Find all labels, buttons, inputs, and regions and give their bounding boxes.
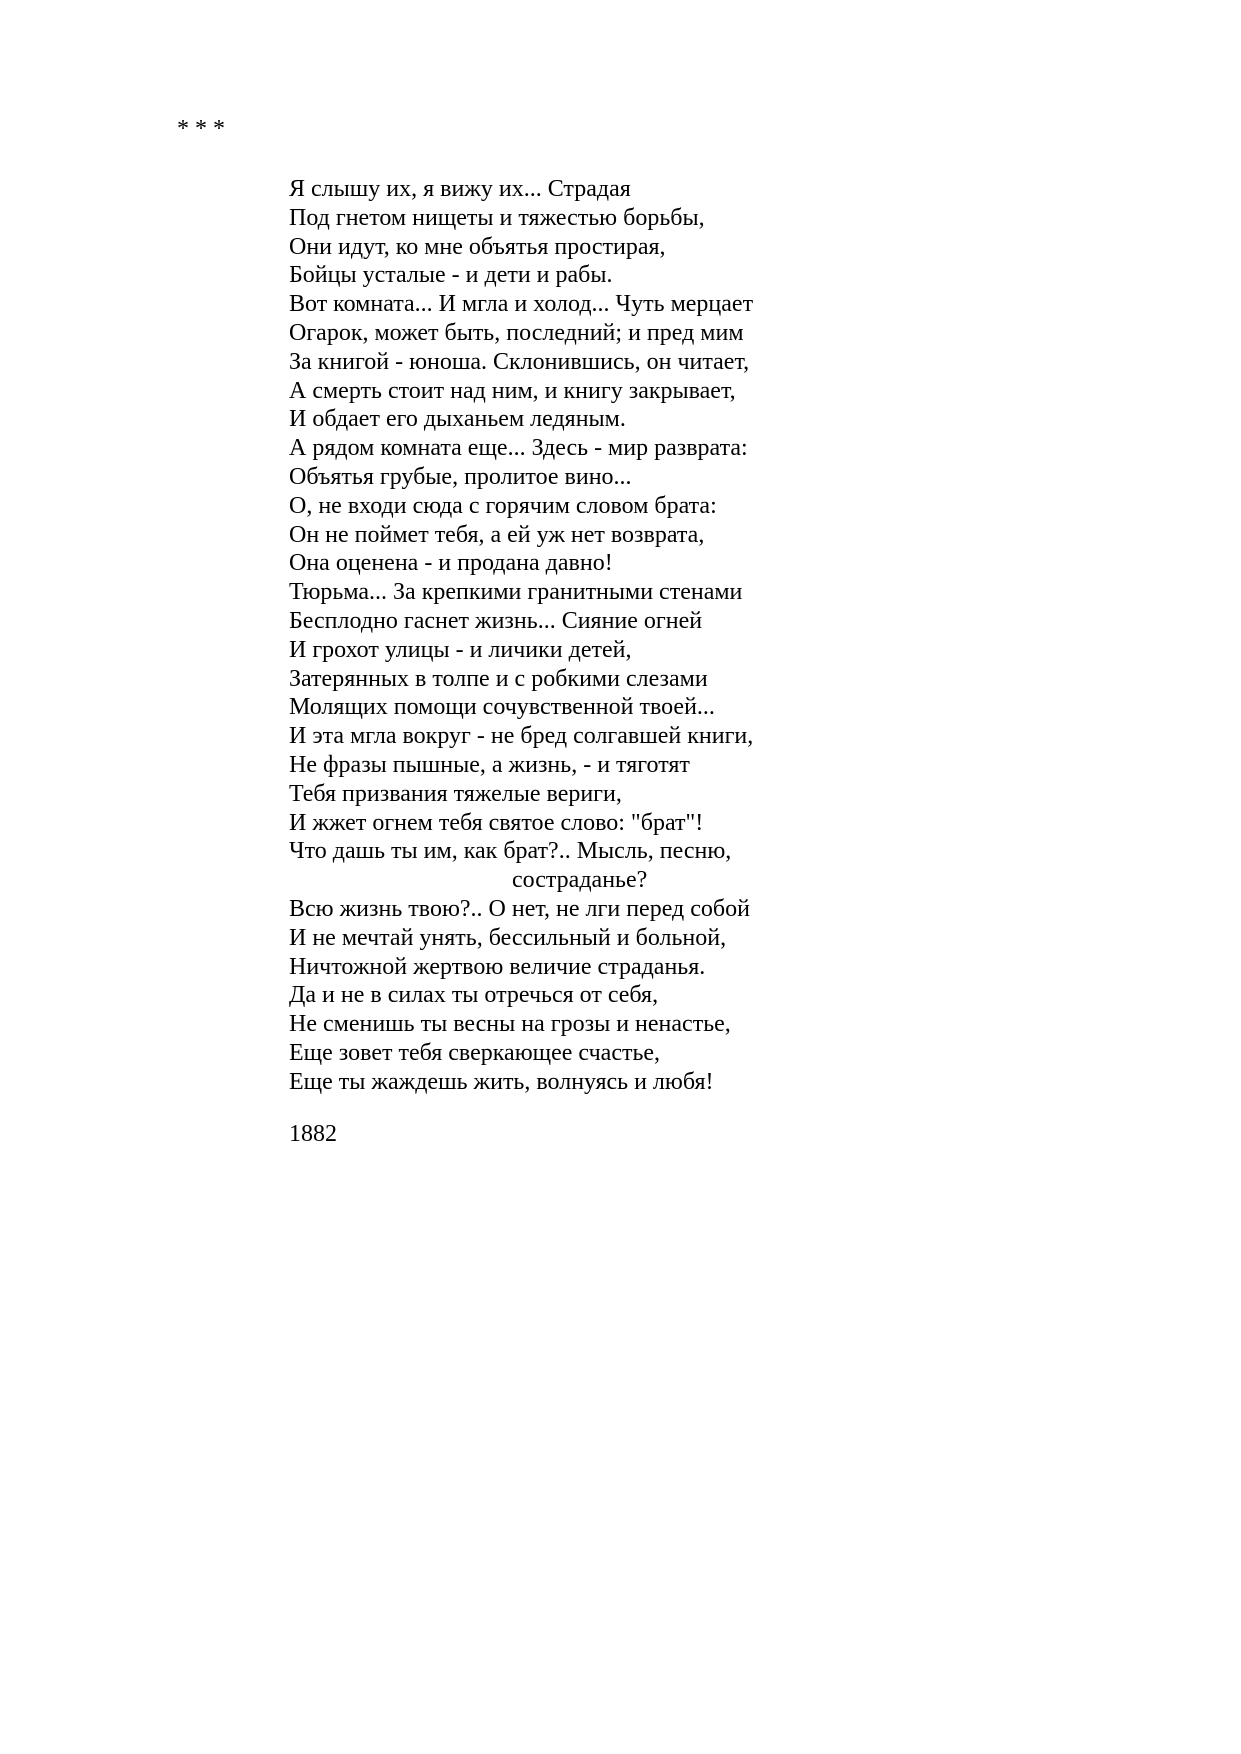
poem-line: Еще ты жаждешь жить, волнуясь и любя! (289, 1068, 714, 1095)
poem-line: Бесплодно гаснет жизнь... Сияние огней (289, 607, 703, 634)
poem-line: Да и не в силах ты отречься от себя, (289, 982, 659, 1009)
poem-line: Не сменишь ты весны на грозы и ненастье, (289, 1011, 731, 1038)
poem-line: Он не поймет тебя, а ей уж нет возврата, (289, 521, 705, 548)
poem-line: Всю жизнь твою?.. О нет, не лги перед собой (289, 895, 750, 922)
poem-line: Ничтожной жертвою величие страданья. (289, 953, 706, 980)
poem-line: И обдает его дыханьем ледяным. (289, 406, 626, 433)
poem-line: Еще зовет тебя сверкающее счастье, (289, 1039, 661, 1066)
poem-line: И грохот улицы - и личики детей, (289, 636, 632, 663)
poem-date: 1882 (289, 1121, 337, 1147)
poem-line: Под гнетом нищеты и тяжестью борьбы, (289, 204, 705, 231)
poem-line: Затерянных в толпе и с робкими слезами (289, 665, 708, 692)
poem-line: Огарок, может быть, последний; и пред мим (289, 319, 744, 346)
poem-line: Что дашь ты им, как брат?.. Мысль, песню, (289, 838, 732, 865)
poem-line: Тебя призвания тяжелые вериги, (289, 780, 622, 807)
poem-body (289, 175, 849, 1097)
poem-line: Вот комната... И мгла и холод... Чуть мерцает (289, 291, 754, 318)
poem-line: Она оценена - и продана давно! (289, 550, 613, 577)
poem-line: Объятья грубые, пролитое вино... (289, 463, 632, 490)
poem-line: Бойцы усталые - и дети и рабы. (289, 262, 613, 289)
poem-line: Не фразы пышные, а жизнь, - и тяготят (289, 751, 690, 778)
poem-line: И эта мгла вокруг - не бред солгавшей книги, (289, 723, 754, 750)
poem-line: Тюрьма... За крепкими гранитными стенами (289, 579, 743, 606)
poem-line: О, не входи сюда с горячим словом брата: (289, 492, 717, 519)
poem-line: А рядом комната еще... Здесь - мир разврата: (289, 435, 748, 462)
poem-line: За книгой - юноша. Склонившись, он читает, (289, 348, 750, 375)
poem-line: И жжет огнем тебя святое слово: "брат"! (289, 809, 704, 836)
poem-line: Молящих помощи сочувственной твоей... (289, 694, 715, 721)
poem-line: А смерть стоит над ним, и книгу закрывает, (289, 377, 736, 404)
poem-line: И не мечтай унять, бессильный и больной, (289, 924, 727, 951)
section-separator: * * * (177, 116, 225, 142)
poem-line-continuation: состраданье? (512, 867, 648, 894)
poem-line: Я слышу их, я вижу их... Страдая (289, 176, 631, 202)
poem-line: Они идут, ко мне объятья простирая, (289, 233, 666, 260)
